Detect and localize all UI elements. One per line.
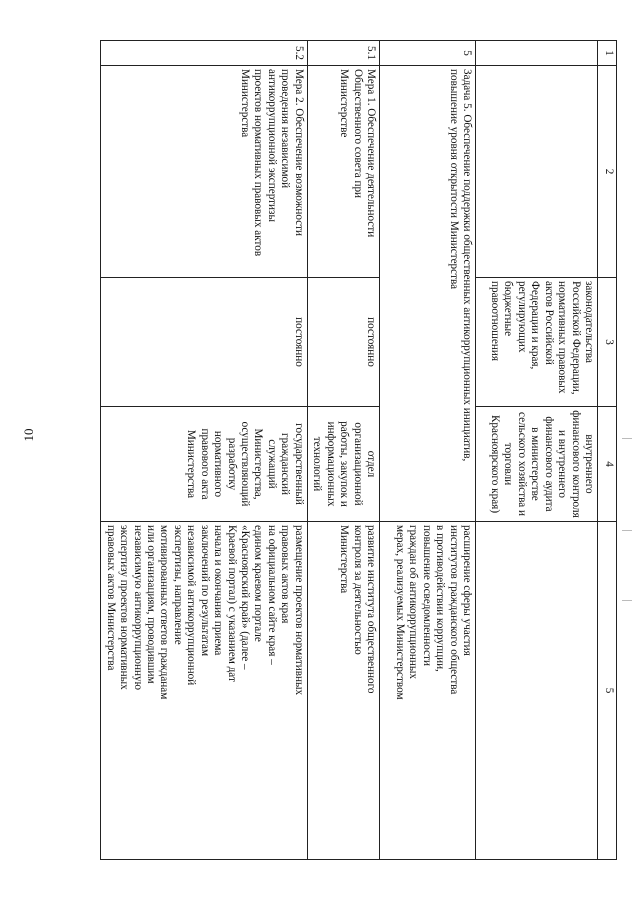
- table-row: [101, 41, 308, 860]
- header-cell: 2: [598, 66, 617, 278]
- executor-cell: отдел организационной работы, закупок и информационных технологий: [307, 407, 379, 522]
- row-number-cell: [476, 41, 598, 66]
- row-number-cell: 5.1: [307, 41, 379, 66]
- margin-mark: [622, 600, 632, 601]
- margin-mark: [622, 438, 632, 439]
- page-number: 10: [21, 428, 36, 442]
- table-row-continuation: [476, 41, 598, 860]
- executor-cell: государственный гражданский служащий Министерства, осуществляющий разработку нормативного правового акта Министерства: [101, 407, 308, 522]
- result-cell: расширение сферы участия институтов гражданского общества в противодействии коррупции, повышение осведомленности граждан об антикоррупционных мерах, реализуемых Министерством: [380, 522, 476, 860]
- rotated-page-content: [57, 40, 617, 860]
- measure-cell: Мера 2. Обеспечение возможности проведения независимой антикоррупционной экспертизы проектов нормативных правовых актов Министерства: [101, 66, 308, 278]
- margin-mark: [622, 530, 632, 531]
- header-cell: 3: [598, 278, 617, 407]
- table-row-task: [380, 41, 476, 860]
- header-cell: 5: [598, 522, 617, 860]
- measure-cell: Мера 1. Обеспечение деятельности Общественного совета при Министерстве: [307, 66, 379, 278]
- term-cell: законодательства Российской Федерации, нормативных правовых актов Российской Федерации и края, регулирующих бюджетные правоотношения: [476, 278, 598, 407]
- header-cell: 4: [598, 407, 617, 522]
- row-number-cell: 5: [380, 41, 476, 66]
- measures-table: [100, 40, 617, 860]
- row-number-cell: 5.2: [101, 41, 308, 66]
- result-cell: [476, 522, 598, 860]
- header-cell: 1: [598, 41, 617, 66]
- table-row: [307, 41, 379, 860]
- table-header-row: [598, 41, 617, 860]
- result-cell: развитие института общественного контроля за деятельностью Министерства: [307, 522, 379, 860]
- measure-cell: [476, 66, 598, 278]
- task-cell: Задача 5. Обеспечение поддержки общественных антикоррупционных инициатив, повышение уровня открытости Министерства: [380, 66, 476, 522]
- result-cell: размещение проектов нормативных правовых актов края на официальном сайте края – едином краевом портале «Красноярский край» (далее – Краевой портал) с указанием дат начала и окончания приема заключений по результатам независимой антикоррупционной экспертизы, направление мотивированных ответов гражданам или организациям, проводившим независимую антикоррупционную экспертизу проектов нормативных правовых актов Министерства: [101, 522, 308, 860]
- term-cell: постоянно: [101, 278, 308, 407]
- executor-cell: внутреннего финансового контроля и внутреннего финансового аудита в министерстве сельского хозяйства и торговли Красноярского края): [476, 407, 598, 522]
- term-cell: постоянно: [307, 278, 379, 407]
